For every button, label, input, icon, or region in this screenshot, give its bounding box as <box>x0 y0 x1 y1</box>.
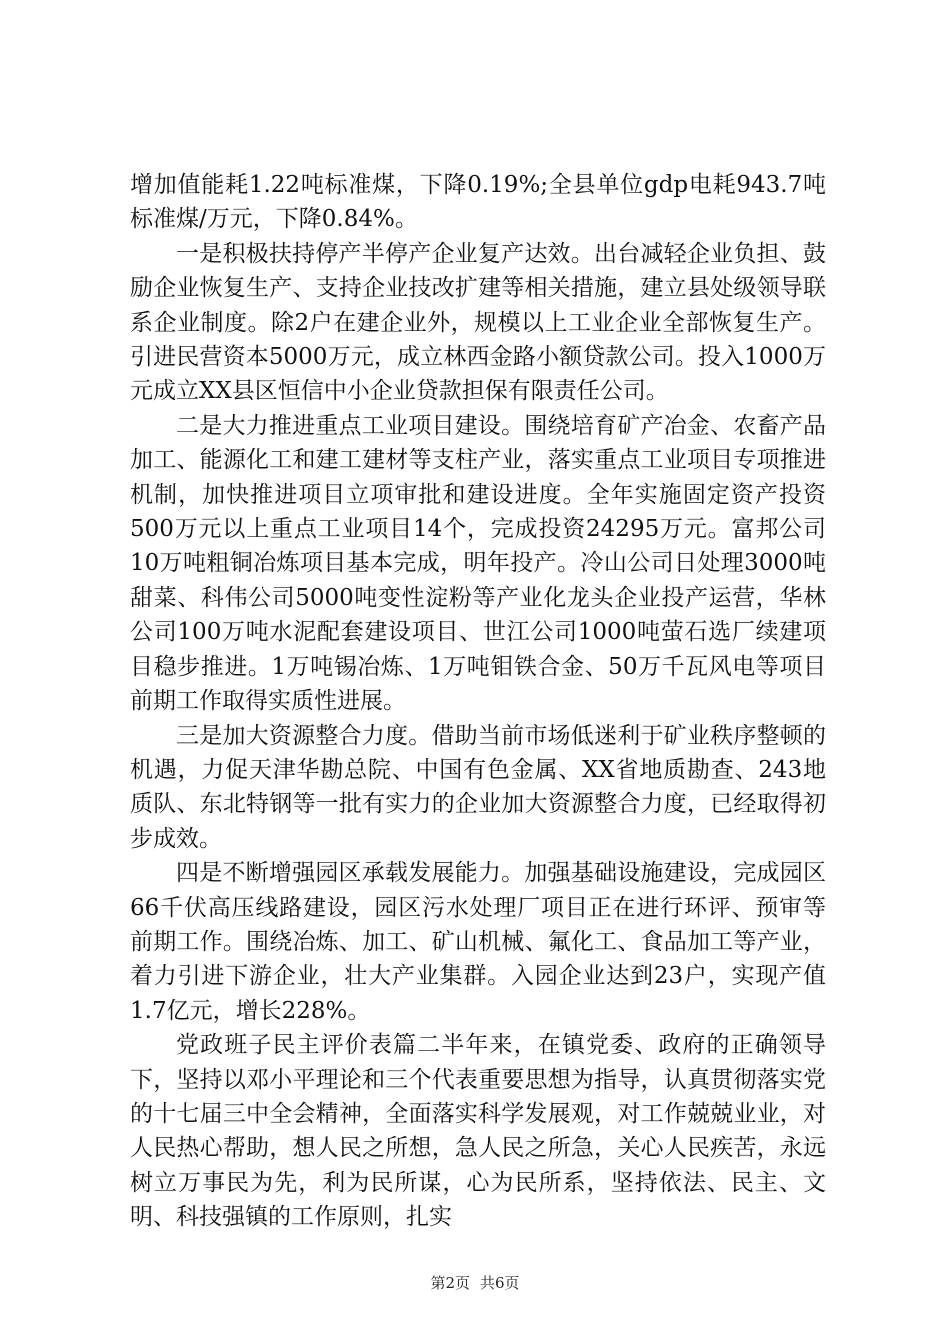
paragraph-item-three: 三是加大资源整合力度。借助当前市场低迷利于矿业秩序整顿的机遇，力促天津华勘总院、中国有色金属、XX省地质勘查、243地质队、东北特钢等一批有实力的企业加大资源整合力度，已经取得初步成效。 <box>130 722 826 852</box>
document-body <box>130 168 826 1235</box>
paragraph-continuation: 增加值能耗1.22吨标准煤，下降0.19%;全县单位gdp电耗943.7吨标准煤/万元，下降0.84%。 <box>130 172 826 233</box>
page-total: 共6页 <box>480 1274 520 1292</box>
paragraph-item-one: 一是积极扶持停产半停产企业复产达效。出台减轻企业负担、鼓励企业恢复生产、支持企业技改扩建等相关措施，建立县处级领导联系企业制度。除2户在建企业外，规模以上工业企业全部恢复生产。引进民营资本5000万元，成立林西金路小额贷款公司。投入1000万元成立XX县区恒信中小企业贷款担保有限责任公司。 <box>130 240 826 405</box>
page-footer <box>0 1272 950 1293</box>
page-number: 第2页 <box>430 1274 470 1292</box>
paragraph-item-four: 四是不断增强园区承载发展能力。加强基础设施建设，完成园区66千伏高压线路建设，园区污水处理厂项目正在进行环评、预审等前期工作。围绕冶炼、加工、矿山机械、氟化工、食品加工等产业，着力引进下游企业，壮大产业集群。入园企业达到23户，实现产值1.7亿元，增长228%。 <box>130 860 826 1024</box>
paragraph-item-two: 二是大力推进重点工业项目建设。围绕培育矿产冶金、农畜产品加工、能源化工和建工建材等支柱产业，落实重点工业项目专项推进机制，加快推进项目立项审批和建设进度。全年实施固定资产投资500万元以上重点工业项目14个，完成投资24295万元。富邦公司10万吨粗铜冶炼项目基本完成，明年投产。冷山公司日处理3000吨甜菜、科伟公司5000吨变性淀粉等产业化龙头企业投产运营，华林公司100万吨水泥配套建设项目、世江公司1000吨萤石选厂续建项目稳步推进。1万吨锡冶炼、1万吨钼铁合金、50万千瓦风电等项目前期工作取得实质性进展。 <box>130 412 826 715</box>
paragraph-section-two: 党政班子民主评价表篇二半年来，在镇党委、政府的正确领导下，坚持以邓小平理论和三个代表重要思想为指导，认真贯彻落实党的十七届三中全会精神，全面落实科学发展观，对工作兢兢业业，对人民热心帮助，想人民之所想，急人民之所急，关心人民疾苦，永远树立万事民为先，利为民所谋，心为民所系，坚持依法、民主、文明、科技强镇的工作原则，扎实 <box>130 1032 826 1231</box>
